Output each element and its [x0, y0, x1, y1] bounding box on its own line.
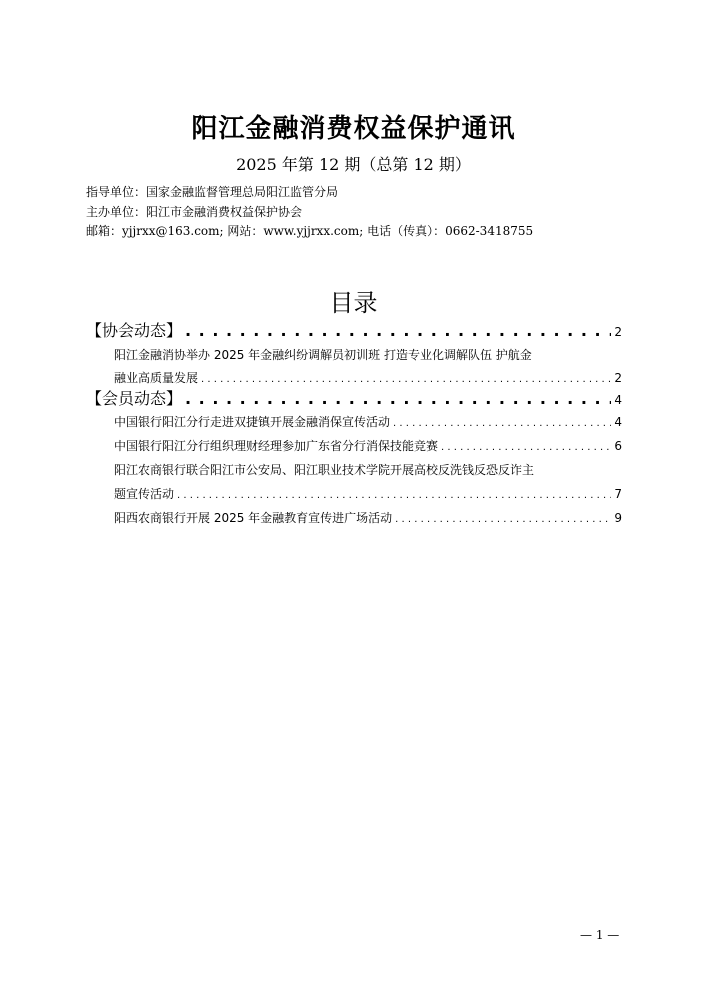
guide-unit-value: 国家金融监督管理总局阳江监管分局	[146, 185, 339, 199]
toc-entry[interactable]	[114, 509, 622, 526]
toc-entry-title: 题宣传活动	[114, 487, 175, 501]
contact-info: 邮箱：yjjrxx@163.com; 网站：www.yjjrxx.com; 电话（传真）：0662-3418755	[86, 224, 534, 238]
page-footer-number: — 1 —	[580, 928, 620, 942]
toc-leader	[393, 418, 611, 429]
toc-entry-title: 阳西农商银行开展 2025 年金融教育宣传进广场活动	[114, 511, 393, 525]
toc-entry[interactable]	[114, 413, 622, 430]
issue-number: 2025 年第 12 期（总第 12 期）	[236, 155, 471, 174]
toc-leader	[185, 321, 611, 340]
toc-leader	[185, 389, 611, 408]
toc-entry-title: 中国银行阳江分行走进双捷镇开展金融消保宣传活动	[114, 415, 391, 429]
toc-entry-title: 融业高质量发展	[114, 371, 199, 385]
toc-entry[interactable]	[114, 485, 622, 502]
toc-leader	[395, 514, 611, 525]
toc-page-number: 2	[614, 325, 622, 339]
toc-leader	[177, 490, 611, 501]
toc-page-number: 7	[614, 487, 622, 501]
toc-page-number: 4	[614, 415, 622, 429]
toc-page-number: 2	[614, 371, 622, 385]
toc-section-label: 【会员动态】	[86, 389, 183, 408]
toc-leader	[441, 442, 611, 453]
guide-unit-label: 指导单位：	[86, 185, 147, 199]
toc-leader	[201, 374, 611, 385]
toc-section[interactable]	[86, 318, 622, 341]
toc-title: 目录	[329, 289, 378, 317]
newsletter-title: 阳江金融消费权益保护通讯	[191, 114, 516, 144]
host-unit-value: 阳江市金融消费权益保护协会	[146, 205, 303, 219]
toc-entry-title-line[interactable]: 阳江农商银行联合阳江市公安局、阳江职业技术学院开展高校反洗钱反恐反诈主	[114, 463, 535, 477]
toc-page-number: 4	[614, 393, 622, 407]
host-unit	[86, 203, 302, 220]
host-unit-label: 主办单位：	[86, 205, 147, 219]
toc-section-label: 【协会动态】	[86, 321, 183, 340]
toc-entry[interactable]	[114, 437, 622, 454]
toc-entry[interactable]	[114, 369, 622, 386]
toc-page-number: 9	[614, 511, 622, 525]
guide-unit	[86, 183, 338, 200]
toc-page-number: 6	[614, 439, 622, 453]
toc-entry-title-line[interactable]: 阳江金融消协举办 2025 年金融纠纷调解员初训班 打造专业化调解队伍 护航金	[114, 348, 532, 362]
toc-entry-title: 中国银行阳江分行组织理财经理参加广东省分行消保技能竞赛	[114, 439, 439, 453]
toc-section[interactable]	[86, 386, 622, 409]
